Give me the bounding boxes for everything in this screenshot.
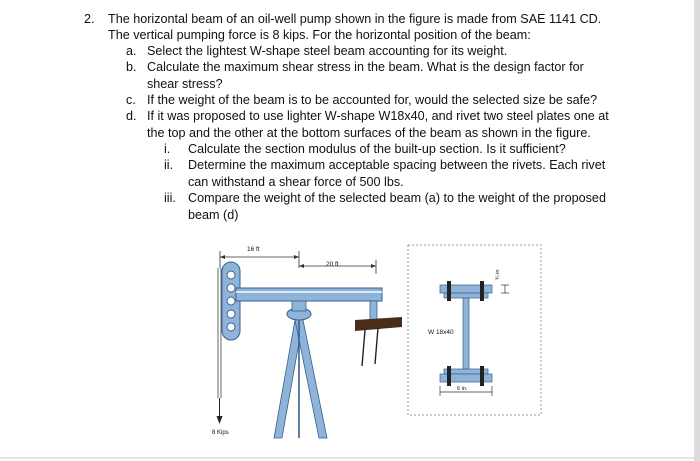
part-b-label: b. [126, 60, 137, 74]
subpart-iii-text-1: Compare the weight of the selected beam (a) to the weight of the proposed [188, 191, 606, 205]
part-a-label: a. [126, 44, 137, 58]
part-b-text-1: Calculate the maximum shear stress in the beam. What is the design factor for [147, 60, 584, 74]
question-number: 2. [84, 12, 95, 26]
pump-figure [200, 238, 410, 443]
part-d-label: d. [126, 109, 137, 123]
part-b-text-2: shear stress? [147, 77, 223, 91]
rivet [447, 281, 451, 301]
subpart-ii-label: ii. [164, 158, 174, 172]
part-c-label: c. [126, 93, 136, 107]
cross-section-figure [407, 244, 542, 416]
plate-width-label: 6 in. [457, 386, 468, 392]
part-c-text: If the weight of the beam is to be accounted for, would the selected size be safe? [147, 93, 598, 107]
rivet [480, 281, 484, 301]
scrollbar[interactable] [694, 0, 700, 461]
subpart-i-text: Calculate the section modulus of the built-up section. Is it sufficient? [188, 142, 566, 156]
intro-line-2: The vertical pumping force is 8 kips. For the horizontal position of the beam: [108, 28, 531, 42]
dimension-20ft-label: 20 ft [326, 261, 339, 268]
plate-thickness-label: ¾ in [495, 269, 501, 280]
subpart-i-label: i. [164, 142, 171, 156]
part-d-text-2: the top and the other at the bottom surfaces of the beam as shown in the figure. [147, 126, 591, 140]
subpart-iii-label: iii. [164, 191, 176, 205]
saddle-bearing [287, 301, 311, 320]
web [463, 298, 469, 369]
section-label: W 18x40 [428, 329, 454, 336]
walking-beam [236, 288, 382, 301]
rivet [447, 366, 451, 386]
subpart-ii-text-1: Determine the maximum acceptable spacing between the rivets. Each rivet [188, 158, 606, 172]
force-label: 8 Kips [212, 430, 229, 436]
plate-width-dimension [440, 386, 492, 396]
dimension-20ft [299, 260, 376, 274]
pitman-arm [355, 301, 402, 366]
part-a-text: Select the lightest W-shape steel beam accounting for its weight. [147, 44, 508, 58]
dimension-16ft-label: 16 ft [247, 246, 260, 253]
subpart-ii-text-2: can withstand a shear force of 500 lbs. [188, 175, 404, 189]
rivet [480, 366, 484, 386]
intro-line-1: The horizontal beam of an oil-well pump shown in the figure is made from SAE 1141 CD. [108, 12, 602, 26]
subpart-iii-text-2: beam (d) [188, 208, 239, 222]
part-d-text-1: If it was proposed to use lighter W-shape W18x40, and rivet two steel plates one at [147, 109, 609, 123]
plate-thickness-dimension [495, 270, 509, 293]
samson-post [274, 320, 327, 438]
